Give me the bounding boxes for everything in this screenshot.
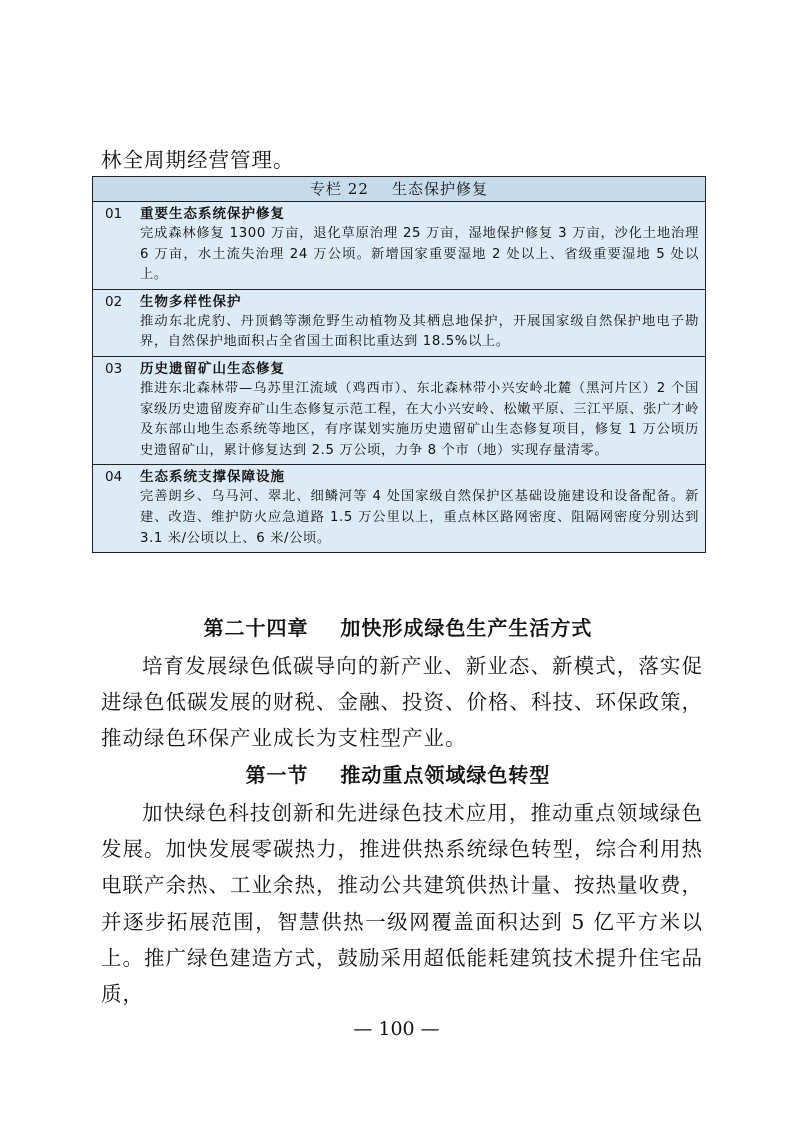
- section-title: 第一节 推动重点领域绿色转型: [245, 763, 551, 787]
- box-item-heading: 生物多样性保护: [140, 293, 242, 310]
- box-item-body: 推进东北森林带—乌苏里江流域（鸡西市）、东北森林带小兴安岭北麓（黑河片区）2 个国家级历史遗留废弃矿山生态修复示范工程，在大小兴安岭、松嫩平原、三江平原、张广才岭及东部山地生态系统等地区，有序谋划实施历史遗留矿山生态修复项目，修复 1 万公顷历史遗留矿山，累计修复达到 2.5 万公顷，力争 8 个市（地）实现存量清零。: [140, 380, 699, 458]
- page-number: — 100 —: [353, 1018, 440, 1040]
- box-item: [93, 202, 705, 290]
- box-item-heading: 生态系统支撑保障设施: [140, 469, 285, 486]
- paragraph-intro: 培育发展绿色低碳导向的新产业、新业态、新模式，落实促进绿色低碳发展的财税、金融、投资、价格、科技、环保政策，推动绿色环保产业成长为支柱型产业。: [101, 654, 703, 751]
- box-item: [93, 290, 705, 357]
- box-title: 专栏 22 生态保护修复: [93, 177, 705, 202]
- continued-paragraph-line: 林全周期经营管理。: [101, 148, 295, 172]
- box-item-body: 推动东北虎豹、丹顶鹤等濒危野生动植物及其栖息地保护，开展国家级自然保护地电子勘界，自然保护地面积占全省国土面积比重达到 18.5%以上。: [140, 313, 699, 350]
- box-item-heading: 重要生态系统保护修复: [140, 206, 285, 222]
- box-item: [93, 465, 705, 552]
- box-item-number: 04: [105, 469, 123, 486]
- chapter-title: 第二十四章 加快形成绿色生产生活方式: [203, 616, 593, 640]
- box-item-number: 01: [105, 206, 123, 222]
- box-item-body: 完成森林修复 1300 万亩，退化草原治理 25 万亩，湿地保护修复 3 万亩，沙化土地治理 6 万亩，水土流失治理 24 万公顷。新增国家重要湿地 2 处以上、省级重要湿地 5 处以上。: [140, 226, 699, 283]
- box-item-heading: 历史遗留矿山生态修复: [140, 360, 285, 377]
- box-item-body: 完善朗乡、乌马河、翠北、细鳞河等 4 处国家级自然保护区基础设施建设和设备配备。新建、改造、维护防火应急道路 1.5 万公里以上，重点林区路网密度、阻隔网密度分别达到 3.1 米/公顷以上、6 米/公顷。: [140, 489, 699, 546]
- box-item-number: 03: [105, 360, 123, 377]
- paragraph-body: 加快绿色科技创新和先进绿色技术应用，推动重点领域绿色发展。加快发展零碳热力，推进供热系统绿色转型，综合利用热电联产余热、工业余热，推动公共建筑供热计量、按热量收费，并逐步拓展范围，智慧供热一级网覆盖面积达到 5 亿平方米以上。推广绿色建造方式，鼓励采用超低能耗建筑技术提升住宅品质，: [101, 801, 703, 1007]
- box-item-number: 02: [105, 293, 123, 310]
- special-column-box: [92, 176, 706, 553]
- box-item: [93, 357, 705, 465]
